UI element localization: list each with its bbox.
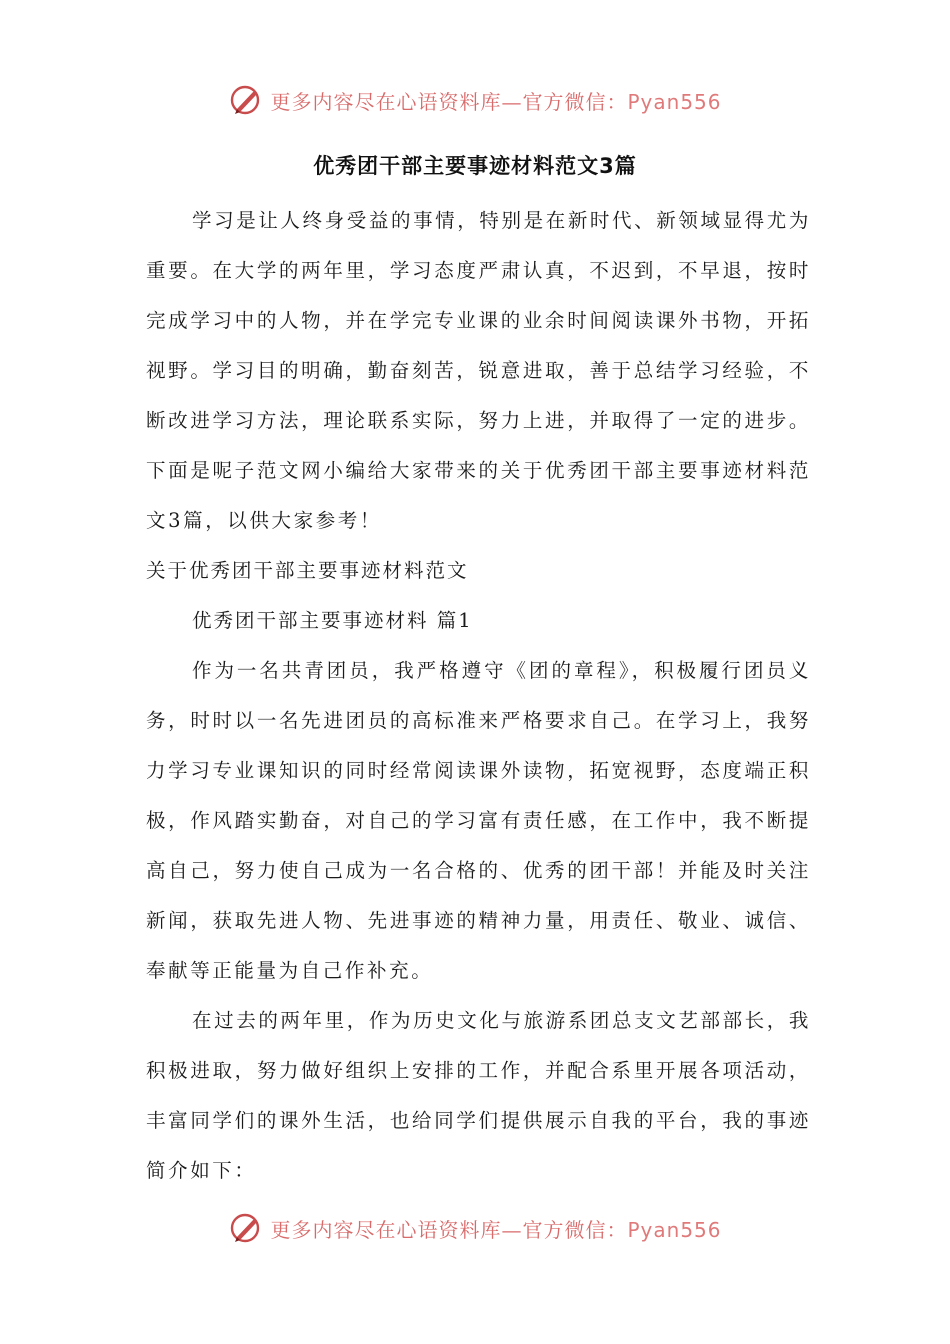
wechat-id: Pyan556 — [627, 1217, 722, 1242]
body-paragraph-2: 在过去的两年里，作为历史文化与旅游系团总支文艺部部长，我积极进取，努力做好组织上安排的工作，并配合系里开展各项活动，丰富同学们的课外生活，也给同学们提供展示自我的平台，我的事迹简介如下： — [146, 1009, 811, 1182]
document-body — [146, 196, 811, 1196]
wechat-id: Pyan556 — [627, 89, 722, 114]
pen-logo-icon — [228, 82, 264, 118]
body-paragraph-1: 作为一名共青团员，我严格遵守《团的章程》，积极履行团员义务，时时以一名先进团员的高标准来严格要求自己。在学习上，我努力学习专业课知识的同时经常阅读课外读物，拓宽视野，态度端正积极，作风踏实勤奋，对自己的学习富有责任感，在工作中，我不断提高自己，努力使自己成为一名合格的、优秀的团干部！并能及时关注新闻，获取先进人物、先进事迹的精神力量，用责任、敬业、诚信、奉献等正能量为自己作补充。 — [146, 659, 811, 982]
article-heading: 优秀团干部主要事迹材料 篇1 — [192, 609, 473, 632]
document-title: 优秀团干部主要事迹材料范文3篇 — [313, 154, 637, 178]
pen-logo-icon — [228, 1210, 264, 1246]
banner-text: 更多内容尽在心语资料库—官方微信：Pyan556 — [270, 1217, 722, 1242]
section-heading: 关于优秀团干部主要事迹材料范文 — [146, 559, 469, 582]
footer-banner — [0, 1208, 950, 1248]
header-banner — [0, 80, 950, 120]
intro-paragraph: 学习是让人终身受益的事情，特别是在新时代、新领域显得尤为重要。在大学的两年里，学习态度严肃认真，不迟到，不早退，按时完成学习中的人物，并在学完专业课的业余时间阅读课外书物，开拓视野。学习目的明确，勤奋刻苦，锐意进取，善于总结学习经验，不断改进学习方法，理论联系实际，努力上进，并取得了一定的进步。下面是呢子范文网小编给大家带来的关于优秀团干部主要事迹材料范文3篇，以供大家参考！ — [146, 209, 811, 532]
banner-text: 更多内容尽在心语资料库—官方微信：Pyan556 — [270, 89, 722, 114]
